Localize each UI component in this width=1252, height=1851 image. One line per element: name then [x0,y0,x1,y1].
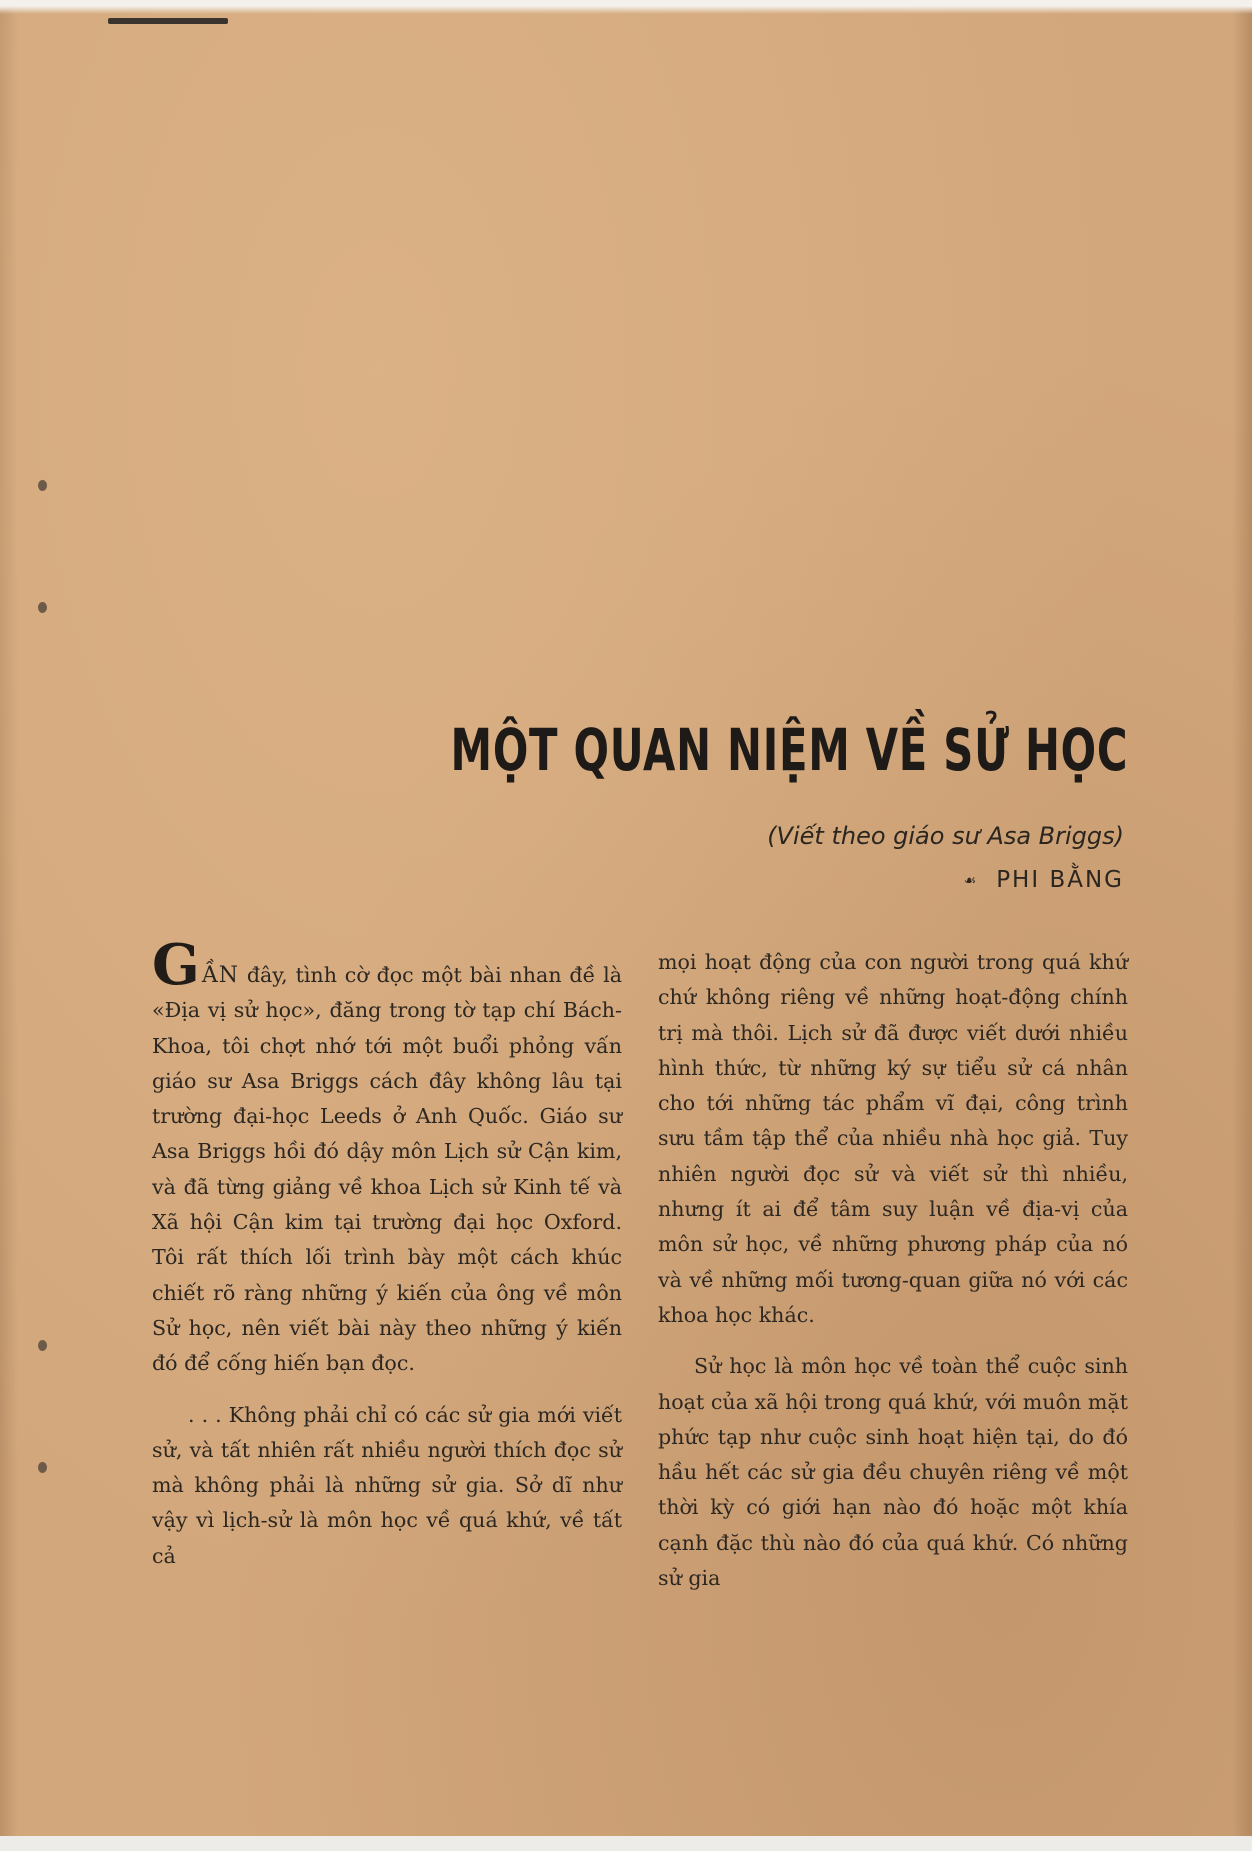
author-name: PHI BẰNG [996,867,1124,893]
page-bottom-edge [0,1836,1252,1851]
paragraph-text: đây, tình cờ đọc một bài nhan đề là «Địa vị sử học», đăng trong tờ tạp chí Bách-Khoa, tôi chợt nhớ tới một buổi phỏng vấn giáo sư Asa Briggs cách đây không lâu tại trường đại-học Leeds ở Anh Quốc. Giáo sư Asa Briggs hồi đó dậy môn Lịch sử Cận kim, và đã từng giảng về khoa Lịch sử Kinh tế và Xã hội Cận kim tại trường đại học Oxford. Tôi rất thích lối trình bày một cách khúc chiết rõ ràng những ý kiến của ông về môn Sử học, nên viết bài này theo những ý kiến đó để cống hiến bạn đọc. [152,963,622,1376]
article-title: MỘT QUAN NIỆM VỀ SỬ HỌC [450,716,1128,784]
paragraph [152,932,622,1382]
binding-shadow [108,18,228,24]
paragraph: mọi hoạt động của con người trong quá khứ chứ không riêng về những hoạt-động chính trị mà thôi. Lịch sử đã được viết dưới nhiều hình thức, từ những ký sự tiểu sử cá nhân cho tới những tác phẩm vĩ đại, công trình sưu tầm tập thể của nhiều nhà học giả. Tuy nhiên người đọc sử và viết sử thì nhiều, nhưng ít ai để tâm suy luận về địa-vị của môn sử học, về những phương pháp của nó và về những mối tương-quan giữa nó với các khoa học khác. [658,950,1128,1327]
article-subtitle: (Viết theo giáo sư Asa Briggs) [767,822,1124,850]
binding-hole [38,602,47,613]
binding-hole [38,1340,47,1351]
left-column [152,932,622,1590]
drop-cap: G [152,932,200,998]
paragraph: . . . Không phải chỉ có các sử gia mới viết sử, và tất nhiên rất nhiều người thích đọc sử mà không phải là những sử gia. Sở dĩ như vậy vì lịch-sử là môn học về quá khứ, về tất cả [152,1402,622,1568]
binding-hole [38,480,47,491]
author-line [964,867,1124,893]
page-top-edge [0,0,1252,14]
fleuron-icon: ☙ [963,872,979,889]
right-column [658,945,1128,1612]
lead-caps: ẦN [201,963,239,988]
binding-hole [38,1462,47,1473]
paragraph: Sử học là môn học về toàn thể cuộc sinh hoạt của xã hội trong quá khứ, với muôn mặt phức tạp như cuộc sinh hoạt hiện tại, do đó hầu hết các sử gia đều chuyên riêng về một thời kỳ có giới hạn nào đó hoặc một khía cạnh đặc thù nào đó của quá khứ. Có những sử gia [658,1354,1128,1591]
